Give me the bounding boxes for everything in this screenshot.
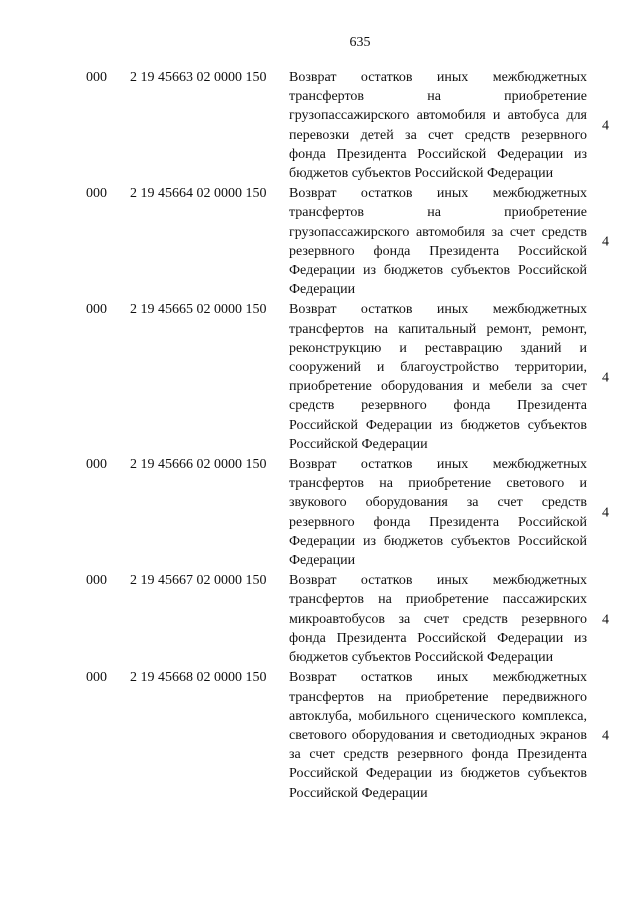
column-value: 4	[602, 505, 609, 521]
admin-code: 000	[86, 573, 107, 589]
budget-classification-code: 2 19 45668 02 0000 150	[130, 670, 267, 686]
budget-classification-code: 2 19 45664 02 0000 150	[130, 186, 267, 202]
column-value: 4	[602, 370, 609, 386]
code-description: Возврат остатков иных межбюджетных трансфертов на приобретение пассажирских микроавтобусов за счет средств резервного фонда Президента Российской Федерации из бюджетов субъектов Российской Федерации	[289, 573, 587, 666]
code-description: Возврат остатков иных межбюджетных трансфертов на приобретение светового и звукового оборудования за счет средств резервного фонда Президента Российской Федерации из бюджетов субъектов Российской Федерации	[289, 457, 587, 569]
code-description: Возврат остатков иных межбюджетных трансфертов на приобретение грузопассажирского автомобиля за счет средств резервного фонда Президента Российской Федерации из бюджетов субъектов Российской Федерации	[289, 186, 587, 298]
budget-classification-code: 2 19 45663 02 0000 150	[130, 70, 267, 85]
column-value: 4	[602, 728, 609, 744]
page-number: 635	[349, 35, 371, 50]
table-row	[0, 571, 640, 668]
table-row	[0, 68, 640, 184]
column-value: 4	[602, 234, 609, 250]
budget-classification-code: 2 19 45665 02 0000 150	[130, 302, 267, 318]
admin-code: 000	[86, 186, 107, 202]
budget-classification-code: 2 19 45666 02 0000 150	[130, 457, 267, 473]
admin-code: 000	[86, 302, 107, 318]
admin-code: 000	[86, 670, 107, 686]
table-row	[0, 668, 640, 803]
code-description: Возврат остатков иных межбюджетных трансфертов на капитальный ремонт, ремонт, реконструкцию и реставрацию зданий и сооружений и благоустройство территории, приобретение оборудования и мебели за счет средств резервного фонда Президента Российской Федерации из бюджетов субъектов Российской Федерации	[289, 302, 587, 452]
budget-classification-code: 2 19 45667 02 0000 150	[130, 573, 267, 589]
table-row	[0, 455, 640, 571]
table-row	[0, 300, 640, 455]
code-description: Возврат остатков иных межбюджетных трансфертов на приобретение грузопассажирского автомобиля и автобуса для перевозки детей за счет средств резервного фонда Президента Российской Федерации из бюджетов субъектов Российской Федерации	[289, 70, 587, 182]
table-row	[0, 184, 640, 300]
column-value: 4	[602, 612, 609, 628]
column-value: 4	[602, 118, 609, 134]
admin-code: 000	[86, 457, 107, 473]
code-description: Возврат остатков иных межбюджетных трансфертов на приобретение передвижного автоклуба, мобильного сценического комплекса, светового оборудования и светодиодных экранов за счет средств резервного фонда Президента Российской Федерации из бюджетов субъектов Российской Федерации	[289, 670, 587, 801]
admin-code: 000	[86, 70, 107, 85]
budget-code-table	[0, 68, 640, 804]
